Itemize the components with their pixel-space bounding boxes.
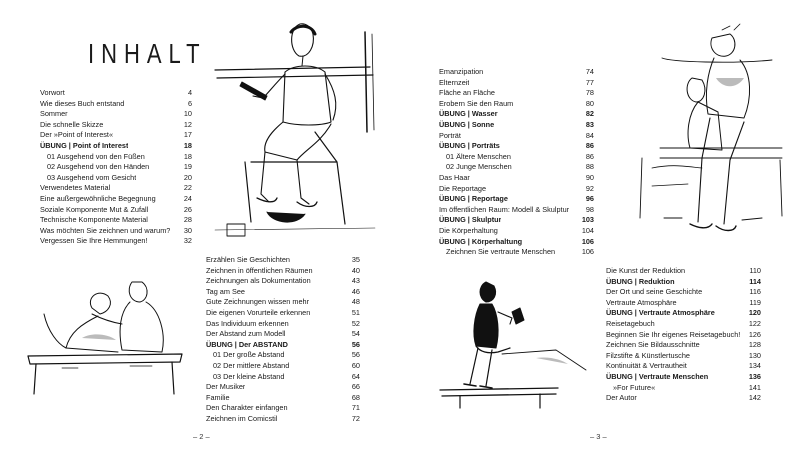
toc-entry — [40, 183, 192, 194]
toc-entry-page: 26 — [183, 204, 192, 214]
toc-entry-page: 134 — [748, 361, 761, 371]
left-page-number: – 2 – — [193, 432, 210, 441]
toc-entry-page: 96 — [585, 194, 594, 204]
toc-entry-title: Die Reportage — [439, 183, 487, 193]
toc-entry-page: 56 — [351, 339, 360, 349]
toc-entry-page: 90 — [585, 172, 594, 182]
toc-entry-page: 52 — [351, 318, 360, 328]
toc-entry — [439, 78, 594, 89]
toc-entry-title: Der Musiker — [206, 382, 246, 392]
toc-entry-page: 116 — [749, 287, 761, 297]
toc-entry-page: 43 — [351, 276, 360, 286]
toc-entry-page: 106 — [581, 236, 594, 246]
toc-entry-page: 20 — [183, 172, 192, 182]
toc-title: INHALT — [88, 38, 207, 70]
toc-entry — [40, 109, 192, 120]
toc-entry-page: 83 — [585, 119, 594, 129]
toc-entry — [206, 350, 360, 361]
toc-entry-page: 24 — [183, 193, 192, 203]
toc-entry-title: 01 Der große Abstand — [213, 350, 285, 360]
toc-entry-title: Gute Zeichnungen wissen mehr — [206, 297, 310, 307]
toc-entry — [206, 382, 360, 393]
toc-entry — [439, 247, 594, 258]
toc-entry — [439, 109, 594, 120]
toc-entry-title: Zeichnen im Comicstil — [206, 413, 278, 423]
toc-entry-title: Soziale Komponente Mut & Zufall — [40, 204, 149, 214]
toc-entry-title: »For Future« — [613, 382, 656, 392]
toc-entry-title: 01 Ausgehend von den Füßen — [47, 151, 145, 161]
toc-entry-page: 142 — [748, 393, 761, 403]
toc-entry-title: Technische Komponente Material — [40, 215, 148, 225]
toc-column-1 — [40, 88, 192, 247]
toc-entry-page: 98 — [585, 204, 594, 214]
toc-entry-title: Den Charakter einfangen — [206, 403, 288, 413]
toc-entry-page: 86 — [585, 151, 594, 161]
toc-entry — [606, 319, 761, 330]
toc-column-4 — [606, 266, 761, 404]
toc-entry — [206, 372, 360, 383]
toc-entry-page: 66 — [351, 382, 360, 392]
toc-entry-title: Der Abstand zum Modell — [206, 329, 286, 339]
toc-entry — [206, 361, 360, 372]
toc-entry-title: Zeichnungen als Dokumentation — [206, 276, 311, 286]
toc-entry-page: 128 — [748, 340, 761, 350]
toc-entry-title: 02 Ausgehend von den Händen — [47, 162, 150, 172]
toc-entry-title: Tag am See — [206, 286, 245, 296]
toc-entry-page: 18 — [183, 140, 192, 150]
toc-entry — [206, 340, 360, 351]
toc-entry-title: Der »Point of Interest« — [40, 130, 114, 140]
toc-entry-title: ÜBUNG | Point of Interest — [40, 140, 129, 150]
toc-entry — [40, 162, 192, 173]
toc-entry-page: 104 — [581, 225, 594, 235]
toc-entry-page: 48 — [351, 297, 360, 307]
toc-entry-page: 71 — [351, 403, 360, 413]
sketch-seated-man — [205, 12, 385, 240]
toc-entry-title: ÜBUNG | Vertraute Menschen — [606, 371, 709, 381]
toc-entry-title: ÜBUNG | Reduktion — [606, 276, 675, 286]
sketch-woman-on-bench — [612, 18, 787, 248]
toc-entry-title: Der Autor — [606, 393, 637, 403]
toc-entry — [439, 226, 594, 237]
toc-entry-title: Das Haar — [439, 172, 470, 182]
toc-entry-title: Erobern Sie den Raum — [439, 98, 514, 108]
toc-entry-page: 80 — [585, 98, 594, 108]
toc-entry-page: 74 — [585, 67, 594, 76]
toc-entry-title: Das Individuum erkennen — [206, 318, 289, 328]
toc-entry-page: 28 — [183, 215, 192, 225]
toc-entry-page: 141 — [748, 382, 761, 392]
toc-entry-page: 114 — [749, 276, 761, 286]
toc-entry-title: Der Ort und seine Geschichte — [606, 287, 703, 297]
toc-entry-title: ÜBUNG | Vertraute Atmosphäre — [606, 308, 715, 318]
toc-entry — [606, 340, 761, 351]
toc-entry — [606, 287, 761, 298]
toc-entry-title: 02 Junge Menschen — [446, 162, 512, 172]
toc-entry — [40, 99, 192, 110]
toc-entry — [439, 99, 594, 110]
toc-entry — [439, 152, 594, 163]
toc-entry — [606, 266, 761, 277]
toc-entry-page: 4 — [187, 88, 192, 97]
toc-entry — [206, 276, 360, 287]
toc-column-3 — [439, 67, 594, 258]
toc-entry-title: Beginnen Sie Ihr eigenes Reisetagebuch! — [606, 329, 741, 339]
toc-entry — [606, 383, 761, 394]
toc-entry-page: 18 — [183, 151, 192, 161]
toc-entry-title: Die Kunst der Reduktion — [606, 266, 686, 275]
toc-entry-page: 51 — [351, 307, 360, 317]
toc-entry-page: 68 — [351, 392, 360, 402]
toc-entry-page: 60 — [351, 360, 360, 370]
toc-entry-page: 78 — [585, 88, 594, 98]
toc-entry-page: 126 — [748, 329, 761, 339]
toc-entry-title: Zeichnen Sie vertraute Menschen — [446, 247, 556, 257]
toc-entry — [206, 393, 360, 404]
toc-entry-title: Die eigenen Vorurteile erkennen — [206, 307, 311, 317]
toc-entry — [40, 215, 192, 226]
toc-entry-page: 82 — [585, 109, 594, 119]
toc-entry-title: ÜBUNG | Skulptur — [439, 215, 502, 225]
toc-entry-page: 92 — [585, 183, 594, 193]
toc-entry-title: Fläche an Fläche — [439, 88, 495, 98]
toc-entry-page: 6 — [187, 98, 192, 108]
toc-entry — [206, 414, 360, 425]
toc-entry-title: Vergessen Sie Ihre Hemmungen! — [40, 236, 148, 246]
toc-entry-page: 32 — [183, 236, 192, 246]
toc-entry-title: Verwendetes Material — [40, 183, 111, 193]
toc-entry-page: 84 — [585, 130, 594, 140]
toc-entry — [439, 120, 594, 131]
toc-entry — [439, 131, 594, 142]
toc-entry-page: 110 — [749, 266, 761, 275]
toc-entry-title: Was möchten Sie zeichnen und warum? — [40, 225, 171, 235]
toc-entry — [606, 298, 761, 309]
toc-entry-page: 106 — [581, 247, 594, 257]
toc-entry-title: 01 Ältere Menschen — [446, 151, 511, 161]
toc-entry-page: 119 — [749, 297, 761, 307]
toc-entry-title: Familie — [206, 392, 230, 402]
toc-entry-page: 56 — [351, 350, 360, 360]
toc-entry-page: 46 — [351, 286, 360, 296]
toc-entry — [439, 67, 594, 78]
toc-entry-title: 03 Ausgehend vom Gesicht — [47, 172, 137, 182]
toc-entry-page: 40 — [351, 265, 360, 275]
toc-entry — [40, 205, 192, 216]
toc-entry — [40, 194, 192, 205]
toc-entry — [206, 297, 360, 308]
toc-entry — [40, 152, 192, 163]
toc-entry-title: 03 Der kleine Abstand — [213, 371, 285, 381]
toc-entry-title: Die schnelle Skizze — [40, 119, 104, 129]
toc-entry — [40, 236, 192, 247]
toc-entry — [40, 120, 192, 131]
toc-entry-page: 86 — [585, 141, 594, 151]
toc-entry — [206, 308, 360, 319]
toc-entry — [439, 215, 594, 226]
toc-entry-title: ÜBUNG | Reportage — [439, 194, 508, 204]
toc-entry-title: Vertraute Atmosphäre — [606, 297, 677, 307]
toc-entry-page: 54 — [351, 329, 360, 339]
toc-entry-title: ÜBUNG | Porträts — [439, 141, 500, 151]
toc-entry-title: Im öffentlichen Raum: Modell & Skulptur — [439, 204, 570, 214]
toc-entry — [439, 141, 594, 152]
toc-entry-title: Emanzipation — [439, 67, 484, 76]
toc-entry-title: Porträt — [439, 130, 461, 140]
toc-entry-page: 72 — [351, 413, 360, 423]
toc-entry — [606, 277, 761, 288]
toc-entry — [606, 330, 761, 341]
toc-entry — [206, 266, 360, 277]
toc-entry-title: ÜBUNG | Der ABSTAND — [206, 339, 288, 349]
toc-entry-page: 30 — [183, 225, 192, 235]
toc-entry — [606, 393, 761, 404]
toc-entry — [606, 372, 761, 383]
toc-entry-title: Sommer — [40, 109, 68, 119]
toc-entry-title: Filzstifte & Künstlertusche — [606, 350, 690, 360]
toc-entry-page: 122 — [748, 318, 761, 328]
toc-column-2 — [206, 255, 360, 425]
toc-entry — [439, 162, 594, 173]
toc-entry-title: Eine außergewöhnliche Begegnung — [40, 193, 156, 203]
toc-entry-title: 02 Der mittlere Abstand — [213, 360, 290, 370]
toc-entry-page: 130 — [748, 350, 761, 360]
toc-entry-page: 120 — [748, 308, 761, 318]
sketch-people-on-bench — [22, 268, 192, 398]
toc-entry — [40, 88, 192, 99]
toc-entry-page: 136 — [748, 371, 761, 381]
toc-entry-page: 64 — [351, 371, 360, 381]
toc-entry — [439, 205, 594, 216]
toc-entry — [439, 194, 594, 205]
toc-entry-page: 10 — [183, 109, 192, 119]
toc-entry — [439, 237, 594, 248]
toc-entry-title: Wie dieses Buch entstand — [40, 98, 125, 108]
toc-entry-title: Zeichnen Sie Bildausschnitte — [606, 340, 700, 350]
toc-entry — [606, 308, 761, 319]
toc-entry — [606, 361, 761, 372]
toc-entry-title: Vorwort — [40, 88, 65, 97]
toc-entry — [606, 351, 761, 362]
toc-entry — [206, 403, 360, 414]
toc-entry — [40, 226, 192, 237]
toc-entry-page: 88 — [585, 162, 594, 172]
toc-entry-page: 77 — [585, 77, 594, 87]
toc-entry-title: Elternzeit — [439, 77, 470, 87]
toc-entry — [40, 173, 192, 184]
toc-entry — [439, 184, 594, 195]
toc-entry — [206, 329, 360, 340]
toc-entry — [40, 130, 192, 141]
toc-entry-title: Kontinuität & Vertrautheit — [606, 361, 687, 371]
toc-entry-page: 19 — [183, 162, 192, 172]
toc-entry — [206, 255, 360, 266]
toc-entry-page: 103 — [581, 215, 594, 225]
toc-entry — [439, 173, 594, 184]
sketch-person-on-ledge — [440, 272, 590, 410]
toc-entry-title: Erzählen Sie Geschichten — [206, 255, 290, 264]
toc-entry-title: Reisetagebuch — [606, 318, 655, 328]
toc-entry-page: 35 — [351, 255, 360, 264]
toc-entry-page: 12 — [183, 119, 192, 129]
toc-entry-title: ÜBUNG | Wasser — [439, 109, 498, 119]
toc-entry — [40, 141, 192, 152]
toc-entry-title: Zeichnen in öffentlichen Räumen — [206, 265, 313, 275]
toc-entry-page: 22 — [183, 183, 192, 193]
toc-entry — [206, 319, 360, 330]
toc-entry — [206, 287, 360, 298]
toc-entry-title: ÜBUNG | Körperhaltung — [439, 236, 523, 246]
toc-entry-title: Die Körperhaltung — [439, 225, 498, 235]
toc-entry-title: ÜBUNG | Sonne — [439, 119, 495, 129]
toc-entry-page: 17 — [183, 130, 192, 140]
right-page-number: – 3 – — [590, 432, 607, 441]
toc-entry — [439, 88, 594, 99]
